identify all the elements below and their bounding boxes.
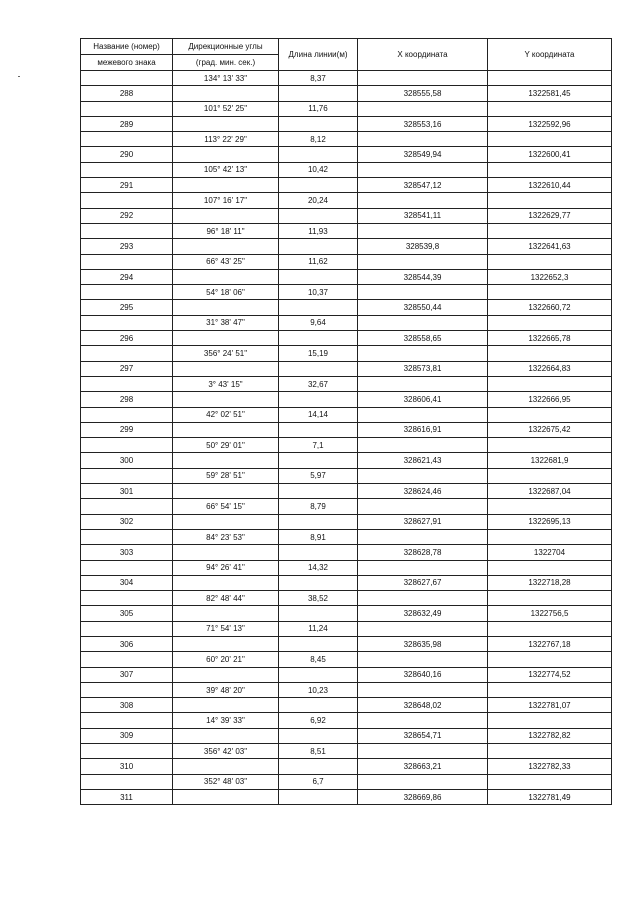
point-length-cell — [279, 575, 358, 590]
point-x: 328621,43 — [358, 453, 488, 468]
point-y: 1322781,49 — [488, 789, 612, 804]
point-length-cell — [279, 116, 358, 131]
segment-x-cell — [358, 682, 488, 697]
point-y: 1322660,72 — [488, 300, 612, 315]
segment-x-cell — [358, 591, 488, 606]
segment-y-cell — [488, 621, 612, 636]
point-y: 1322718,28 — [488, 575, 612, 590]
point-x: 328606,41 — [358, 392, 488, 407]
point-row — [81, 331, 612, 346]
segment-name-cell — [81, 438, 173, 453]
segment-y-cell — [488, 254, 612, 269]
segment-angle: 96° 18' 11" — [173, 223, 279, 238]
point-angle-cell — [173, 453, 279, 468]
segment-angle: 50° 29' 01" — [173, 438, 279, 453]
segment-y-cell — [488, 744, 612, 759]
segment-row — [81, 682, 612, 697]
segment-row — [81, 376, 612, 391]
segment-y-cell — [488, 682, 612, 697]
segment-x-cell — [358, 193, 488, 208]
point-y: 1322675,42 — [488, 422, 612, 437]
point-x: 328553,16 — [358, 116, 488, 131]
point-row — [81, 636, 612, 651]
point-name: 300 — [81, 453, 173, 468]
point-name: 310 — [81, 759, 173, 774]
segment-row — [81, 438, 612, 453]
point-row — [81, 728, 612, 743]
segment-name-cell — [81, 621, 173, 636]
point-angle-cell — [173, 789, 279, 804]
point-y: 1322704 — [488, 545, 612, 560]
point-x: 328624,46 — [358, 484, 488, 499]
point-row — [81, 606, 612, 621]
segment-x-cell — [358, 132, 488, 147]
segment-angle: 101° 52' 25" — [173, 101, 279, 116]
point-name: 307 — [81, 667, 173, 682]
segment-row — [81, 101, 612, 116]
segment-angle: 356° 24' 51" — [173, 346, 279, 361]
point-length-cell — [279, 759, 358, 774]
point-name: 290 — [81, 147, 173, 162]
segment-name-cell — [81, 162, 173, 177]
point-name: 306 — [81, 636, 173, 651]
point-x: 328616,91 — [358, 422, 488, 437]
segment-x-cell — [358, 529, 488, 544]
segment-y-cell — [488, 591, 612, 606]
segment-name-cell — [81, 713, 173, 728]
segment-angle: 3° 43' 15" — [173, 376, 279, 391]
point-row — [81, 545, 612, 560]
point-length-cell — [279, 422, 358, 437]
segment-length: 32,67 — [279, 376, 358, 391]
point-angle-cell — [173, 86, 279, 101]
point-angle-cell — [173, 331, 279, 346]
segment-name-cell — [81, 560, 173, 575]
point-y: 1322629,77 — [488, 208, 612, 223]
point-x: 328632,49 — [358, 606, 488, 621]
point-name: 291 — [81, 178, 173, 193]
segment-y-cell — [488, 774, 612, 789]
segment-x-cell — [358, 774, 488, 789]
point-length-cell — [279, 606, 358, 621]
segment-row — [81, 346, 612, 361]
point-y: 1322652,3 — [488, 269, 612, 284]
point-x: 328558,65 — [358, 331, 488, 346]
point-name: 292 — [81, 208, 173, 223]
point-x: 328549,94 — [358, 147, 488, 162]
point-length-cell — [279, 361, 358, 376]
point-x: 328669,86 — [358, 789, 488, 804]
point-angle-cell — [173, 239, 279, 254]
segment-row — [81, 223, 612, 238]
point-x: 328635,98 — [358, 636, 488, 651]
point-name: 297 — [81, 361, 173, 376]
point-x: 328541,11 — [358, 208, 488, 223]
segment-angle: 84° 23' 53" — [173, 529, 279, 544]
segment-row — [81, 560, 612, 575]
segment-row — [81, 193, 612, 208]
point-angle-cell — [173, 545, 279, 560]
point-y: 1322687,04 — [488, 484, 612, 499]
segment-row — [81, 652, 612, 667]
segment-length: 5,97 — [279, 468, 358, 483]
segment-name-cell — [81, 407, 173, 422]
segment-name-cell — [81, 774, 173, 789]
point-y: 1322782,33 — [488, 759, 612, 774]
segment-row — [81, 132, 612, 147]
segment-y-cell — [488, 223, 612, 238]
segment-angle: 352° 48' 03" — [173, 774, 279, 789]
header-angle: Дирекционные углы — [173, 39, 279, 55]
segment-x-cell — [358, 71, 488, 86]
point-row — [81, 239, 612, 254]
point-row — [81, 208, 612, 223]
point-angle-cell — [173, 484, 279, 499]
segment-name-cell — [81, 315, 173, 330]
segment-y-cell — [488, 560, 612, 575]
segment-angle: 71° 54' 13" — [173, 621, 279, 636]
segment-x-cell — [358, 101, 488, 116]
point-length-cell — [279, 667, 358, 682]
point-angle-cell — [173, 147, 279, 162]
segment-name-cell — [81, 682, 173, 697]
point-name: 304 — [81, 575, 173, 590]
segment-angle: 82° 48' 44" — [173, 591, 279, 606]
point-length-cell — [279, 545, 358, 560]
segment-length: 8,37 — [279, 71, 358, 86]
point-length-cell — [279, 208, 358, 223]
segment-length: 10,37 — [279, 285, 358, 300]
point-length-cell — [279, 300, 358, 315]
segment-x-cell — [358, 468, 488, 483]
table-header — [81, 39, 612, 71]
point-y: 1322695,13 — [488, 514, 612, 529]
segment-name-cell — [81, 132, 173, 147]
point-angle-cell — [173, 269, 279, 284]
point-y: 1322681,9 — [488, 453, 612, 468]
segment-name-cell — [81, 499, 173, 514]
segment-length: 8,12 — [279, 132, 358, 147]
segment-length: 6,92 — [279, 713, 358, 728]
segment-y-cell — [488, 71, 612, 86]
point-angle-cell — [173, 208, 279, 223]
point-x: 328547,12 — [358, 178, 488, 193]
point-row — [81, 300, 612, 315]
point-name: 296 — [81, 331, 173, 346]
segment-angle: 54° 18' 06" — [173, 285, 279, 300]
segment-name-cell — [81, 529, 173, 544]
segment-row — [81, 285, 612, 300]
segment-y-cell — [488, 652, 612, 667]
point-x: 328544,39 — [358, 269, 488, 284]
point-row — [81, 422, 612, 437]
segment-y-cell — [488, 101, 612, 116]
point-x: 328648,02 — [358, 698, 488, 713]
point-x: 328663,21 — [358, 759, 488, 774]
segment-row — [81, 71, 612, 86]
segment-name-cell — [81, 591, 173, 606]
segment-y-cell — [488, 162, 612, 177]
segment-x-cell — [358, 223, 488, 238]
point-row — [81, 116, 612, 131]
segment-y-cell — [488, 713, 612, 728]
segment-row — [81, 744, 612, 759]
segment-length: 11,76 — [279, 101, 358, 116]
point-length-cell — [279, 331, 358, 346]
point-y: 1322782,82 — [488, 728, 612, 743]
segment-length: 15,19 — [279, 346, 358, 361]
segment-length: 9,64 — [279, 315, 358, 330]
boundary-coordinates-table — [80, 38, 612, 805]
segment-y-cell — [488, 285, 612, 300]
segment-angle: 66° 43' 25" — [173, 254, 279, 269]
segment-x-cell — [358, 560, 488, 575]
segment-length: 20,24 — [279, 193, 358, 208]
point-name: 303 — [81, 545, 173, 560]
segment-name-cell — [81, 254, 173, 269]
segment-row — [81, 499, 612, 514]
point-angle-cell — [173, 361, 279, 376]
segment-x-cell — [358, 285, 488, 300]
point-x: 328627,67 — [358, 575, 488, 590]
point-row — [81, 514, 612, 529]
segment-x-cell — [358, 744, 488, 759]
point-length-cell — [279, 728, 358, 743]
segment-angle: 94° 26' 41" — [173, 560, 279, 575]
point-name: 301 — [81, 484, 173, 499]
point-name: 294 — [81, 269, 173, 284]
segment-name-cell — [81, 346, 173, 361]
segment-angle: 39° 48' 20" — [173, 682, 279, 697]
point-x: 328573,81 — [358, 361, 488, 376]
point-length-cell — [279, 789, 358, 804]
segment-name-cell — [81, 376, 173, 391]
segment-length: 10,42 — [279, 162, 358, 177]
point-length-cell — [279, 514, 358, 529]
point-x: 328627,91 — [358, 514, 488, 529]
point-y: 1322610,44 — [488, 178, 612, 193]
point-angle-cell — [173, 300, 279, 315]
segment-length: 11,24 — [279, 621, 358, 636]
segment-angle: 31° 38' 47" — [173, 315, 279, 330]
point-name: 305 — [81, 606, 173, 621]
segment-row — [81, 713, 612, 728]
segment-x-cell — [358, 438, 488, 453]
header-name-sub: межевого знака — [81, 55, 173, 71]
segment-x-cell — [358, 652, 488, 667]
segment-length: 11,62 — [279, 254, 358, 269]
point-x: 328654,71 — [358, 728, 488, 743]
segment-name-cell — [81, 223, 173, 238]
point-row — [81, 698, 612, 713]
point-name: 302 — [81, 514, 173, 529]
point-row — [81, 392, 612, 407]
segment-angle: 66° 54' 15" — [173, 499, 279, 514]
segment-row — [81, 591, 612, 606]
segment-x-cell — [358, 254, 488, 269]
point-y: 1322665,78 — [488, 331, 612, 346]
segment-row — [81, 529, 612, 544]
segment-y-cell — [488, 346, 612, 361]
point-name: 311 — [81, 789, 173, 804]
point-name: 309 — [81, 728, 173, 743]
segment-x-cell — [358, 621, 488, 636]
point-x: 328539,8 — [358, 239, 488, 254]
segment-y-cell — [488, 438, 612, 453]
segment-row — [81, 254, 612, 269]
segment-x-cell — [358, 376, 488, 391]
header-name: Название (номер) — [81, 39, 173, 55]
point-row — [81, 178, 612, 193]
point-length-cell — [279, 453, 358, 468]
segment-x-cell — [358, 499, 488, 514]
point-length-cell — [279, 239, 358, 254]
segment-y-cell — [488, 315, 612, 330]
segment-length: 14,32 — [279, 560, 358, 575]
point-angle-cell — [173, 606, 279, 621]
point-length-cell — [279, 86, 358, 101]
segment-y-cell — [488, 499, 612, 514]
point-x: 328550,44 — [358, 300, 488, 315]
segment-row — [81, 315, 612, 330]
segment-row — [81, 407, 612, 422]
point-length-cell — [279, 269, 358, 284]
segment-angle: 105° 42' 13" — [173, 162, 279, 177]
segment-x-cell — [358, 407, 488, 422]
segment-angle: 107° 16' 17" — [173, 193, 279, 208]
segment-x-cell — [358, 346, 488, 361]
header-length: Длина линии(м) — [279, 39, 358, 71]
point-row — [81, 484, 612, 499]
point-angle-cell — [173, 667, 279, 682]
segment-name-cell — [81, 101, 173, 116]
segment-name-cell — [81, 468, 173, 483]
point-row — [81, 759, 612, 774]
segment-length: 8,51 — [279, 744, 358, 759]
segment-length: 8,79 — [279, 499, 358, 514]
point-y: 1322756,5 — [488, 606, 612, 621]
point-row — [81, 269, 612, 284]
segment-angle: 134° 13' 33" — [173, 71, 279, 86]
point-angle-cell — [173, 575, 279, 590]
point-x: 328628,78 — [358, 545, 488, 560]
segment-angle: 14° 39' 33" — [173, 713, 279, 728]
segment-length: 7,1 — [279, 438, 358, 453]
point-row — [81, 361, 612, 376]
point-length-cell — [279, 698, 358, 713]
point-y: 1322641,63 — [488, 239, 612, 254]
point-y: 1322581,45 — [488, 86, 612, 101]
point-row — [81, 667, 612, 682]
segment-angle: 42° 02' 51" — [173, 407, 279, 422]
point-angle-cell — [173, 514, 279, 529]
point-x: 328555,58 — [358, 86, 488, 101]
point-y: 1322666,95 — [488, 392, 612, 407]
segment-length: 11,93 — [279, 223, 358, 238]
segment-name-cell — [81, 652, 173, 667]
point-y: 1322774,52 — [488, 667, 612, 682]
point-name: 289 — [81, 116, 173, 131]
point-row — [81, 789, 612, 804]
segment-angle: 356° 42' 03" — [173, 744, 279, 759]
point-y: 1322664,83 — [488, 361, 612, 376]
point-angle-cell — [173, 728, 279, 743]
segment-y-cell — [488, 407, 612, 422]
segment-angle: 59° 28' 51" — [173, 468, 279, 483]
point-length-cell — [279, 147, 358, 162]
segment-y-cell — [488, 376, 612, 391]
segment-angle: 113° 22' 29" — [173, 132, 279, 147]
point-row — [81, 147, 612, 162]
header-y: Y координата — [488, 39, 612, 71]
segment-length: 6,7 — [279, 774, 358, 789]
segment-length: 8,91 — [279, 529, 358, 544]
point-length-cell — [279, 178, 358, 193]
segment-row — [81, 774, 612, 789]
segment-length: 10,23 — [279, 682, 358, 697]
point-name: 299 — [81, 422, 173, 437]
segment-length: 8,45 — [279, 652, 358, 667]
point-length-cell — [279, 484, 358, 499]
header-angle-sub: (град. мин. сек.) — [173, 55, 279, 71]
segment-row — [81, 162, 612, 177]
segment-length: 14,14 — [279, 407, 358, 422]
segment-y-cell — [488, 193, 612, 208]
segment-y-cell — [488, 132, 612, 147]
segment-name-cell — [81, 744, 173, 759]
point-name: 298 — [81, 392, 173, 407]
segment-row — [81, 621, 612, 636]
point-angle-cell — [173, 698, 279, 713]
segment-x-cell — [358, 713, 488, 728]
point-name: 288 — [81, 86, 173, 101]
segment-angle: 60° 20' 21" — [173, 652, 279, 667]
point-length-cell — [279, 636, 358, 651]
header-x: X координата — [358, 39, 488, 71]
point-angle-cell — [173, 422, 279, 437]
point-x: 328640,16 — [358, 667, 488, 682]
margin-mark — [18, 76, 20, 77]
point-angle-cell — [173, 178, 279, 193]
point-angle-cell — [173, 116, 279, 131]
segment-length: 38,52 — [279, 591, 358, 606]
segment-y-cell — [488, 529, 612, 544]
point-angle-cell — [173, 759, 279, 774]
point-name: 308 — [81, 698, 173, 713]
point-angle-cell — [173, 636, 279, 651]
segment-x-cell — [358, 315, 488, 330]
point-y: 1322767,18 — [488, 636, 612, 651]
point-length-cell — [279, 392, 358, 407]
segment-name-cell — [81, 193, 173, 208]
point-row — [81, 453, 612, 468]
point-name: 293 — [81, 239, 173, 254]
point-y: 1322781,07 — [488, 698, 612, 713]
segment-row — [81, 468, 612, 483]
point-y: 1322600,41 — [488, 147, 612, 162]
point-row — [81, 575, 612, 590]
point-name: 295 — [81, 300, 173, 315]
point-row — [81, 86, 612, 101]
point-y: 1322592,96 — [488, 116, 612, 131]
segment-x-cell — [358, 162, 488, 177]
segment-name-cell — [81, 285, 173, 300]
segment-name-cell — [81, 71, 173, 86]
segment-y-cell — [488, 468, 612, 483]
point-angle-cell — [173, 392, 279, 407]
table-body — [81, 71, 612, 805]
